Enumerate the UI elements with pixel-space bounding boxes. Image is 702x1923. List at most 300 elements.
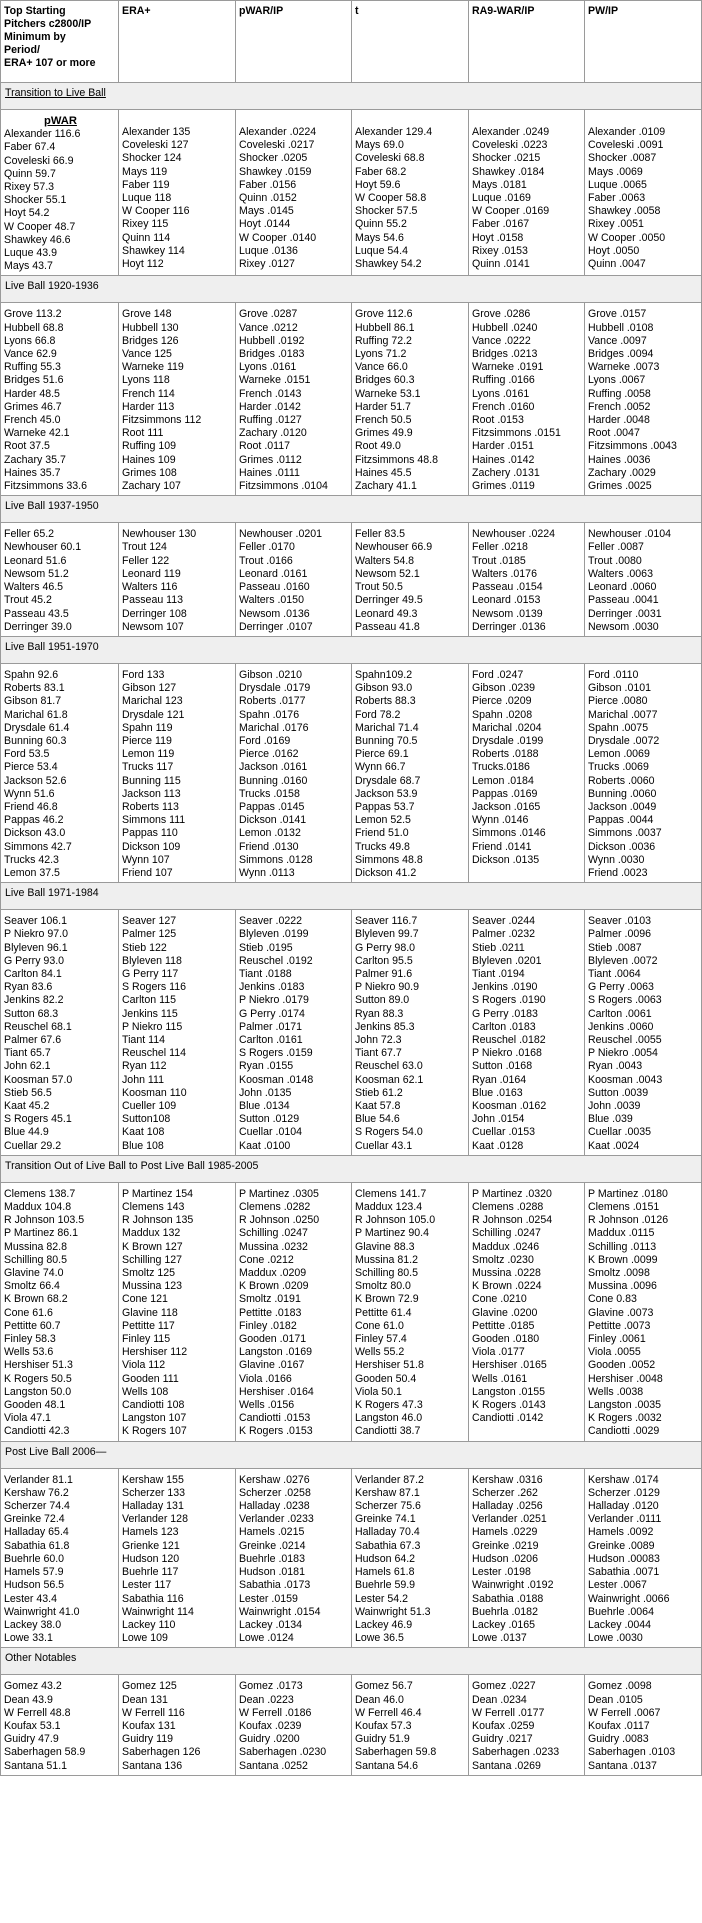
pw-per-ip-column-cell	[585, 1468, 702, 1648]
pitcher-stat-entry: Kershaw .0276	[239, 1473, 310, 1486]
pitcher-stat-entry: Rixey .0153	[472, 244, 528, 257]
pitcher-stat-entry: Schilling 127	[122, 1253, 183, 1266]
pitcher-stat-entry: Langston 46.0	[355, 1412, 423, 1425]
section-title-cell	[1, 496, 702, 523]
pitcher-stat-entry: Vance .0212	[239, 321, 298, 334]
pitcher-stat-entry: Quinn 55.2	[355, 218, 407, 231]
pitcher-stat-entry: Halladay 131	[122, 1500, 184, 1513]
pitcher-stat-entry: Harder .0142	[239, 400, 301, 413]
pitcher-stat-entry: Kaat 45.2	[4, 1100, 50, 1112]
pitcher-stat-entry: Schilling .0113	[588, 1240, 657, 1253]
pitcher-stat-entry: Rixey .0127	[239, 258, 295, 271]
pitcher-stat-entry: Fitzsimmons .0104	[239, 480, 328, 493]
header-line: pWAR/IP	[239, 5, 284, 17]
pitcher-stat-entry: Simmons .0128	[239, 853, 313, 866]
pitcher-stat-entry: S Rogers 116	[122, 981, 186, 994]
pitcher-stat-entry: Alexander .0224	[239, 126, 317, 138]
header-line: Minimum by	[4, 31, 66, 43]
pitcher-stat-entry: Grove 112.6	[355, 308, 413, 321]
pitcher-stat-entry: Seaver 106.1	[4, 915, 68, 928]
t-column-cell	[352, 1675, 469, 1775]
pitcher-stat-entry: Jackson .0049	[588, 800, 657, 813]
pitcher-stat-entry: Ruffing .0058	[588, 387, 651, 400]
pwar-column-cell	[1, 1675, 119, 1775]
pitcher-stat-entry: Carlton 84.1	[4, 967, 62, 980]
pitcher-stat-entry: P Martinez 154	[122, 1187, 194, 1200]
pitcher-stat-entry: Dickson .0036	[588, 840, 656, 853]
pitcher-stat-entry: Glavine .0167	[239, 1359, 305, 1372]
pitcher-stat-entry: Mussina .0232	[239, 1240, 308, 1253]
pitcher-stat-entry: Trucks 117	[122, 761, 174, 774]
pitcher-stat-entry: Reuschel 63.0	[355, 1060, 423, 1073]
pitcher-stat-entry: Stieb 122	[122, 941, 167, 954]
pitcher-stat-entry: John 72.3	[355, 1033, 402, 1046]
pitcher-stat-entry: Koosman 57.0	[4, 1073, 73, 1086]
pitcher-stat-entry: Pappas 53.7	[355, 800, 415, 813]
pitcher-stat-entry: Finley 115	[122, 1333, 171, 1346]
pitcher-stat-entry: Clemens 141.7	[355, 1187, 427, 1200]
pitcher-stat-entry: Maddux .0209	[239, 1267, 307, 1280]
pitcher-stat-entry: Pettitte 117	[122, 1319, 175, 1332]
pitcher-stat-entry: Trout .0185	[472, 554, 526, 567]
ra9-war-per-ip-column-cell	[469, 1675, 585, 1775]
pitcher-stat-entry: Fitzsimmons 33.6	[4, 480, 88, 493]
pitcher-stat-entry: Mussina 81.2	[355, 1253, 419, 1266]
pitcher-stat-entry: W Ferrell .0067	[588, 1706, 661, 1719]
pitcher-stat-entry: Palmer .0171	[239, 1020, 303, 1033]
pitcher-stat-entry: Dean .0234	[472, 1693, 527, 1706]
section-header-row	[1, 1441, 702, 1468]
era-plus-column-cell	[119, 523, 236, 637]
pitcher-stat-entry: G Perry .0063	[588, 981, 654, 994]
pitcher-stat-entry: Stieb .0087	[588, 941, 642, 954]
pitcher-stat-entry: Warneke 42.1	[4, 427, 70, 440]
pitcher-stat-entry: Viola .0055	[588, 1346, 641, 1359]
pitcher-stat-entry: Clemens .0151	[588, 1201, 660, 1214]
pitcher-stat-entry: Vance .0222	[472, 334, 531, 347]
pitcher-stat-entry: Haines .0111	[239, 466, 300, 479]
pitcher-stat-entry: Hershiser .0164	[239, 1385, 314, 1398]
pitcher-stat-entry: Derringer 39.0	[4, 620, 72, 633]
pitcher-stat-entry: Lackey .0134	[239, 1618, 303, 1631]
pitcher-stat-entry: Tiant 67.7	[355, 1047, 402, 1060]
pitcher-stat-entry: Smoltz 125	[122, 1267, 175, 1280]
pitcher-stat-entry: W Ferrell 48.8	[4, 1706, 71, 1719]
pitcher-stat-entry: S Rogers 45.1	[4, 1113, 72, 1126]
section-title: Live Ball 1951-1970	[5, 640, 99, 653]
pitcher-stat-entry: Saberhagen 58.9	[4, 1746, 86, 1759]
pitcher-stat-entry: G Perry .0174	[239, 1007, 305, 1020]
pitcher-stat-entry: Haines 35.7	[4, 466, 61, 479]
pitcher-stat-entry: Ruffing 55.3	[4, 361, 61, 374]
pitcher-stat-entry: Saberhagen 126	[122, 1746, 201, 1759]
pitcher-stat-entry: Schilling .0247	[239, 1227, 308, 1240]
column-header-ra9-war-per-ip-column	[469, 1, 585, 83]
pitcher-stat-entry: Blue .0163	[472, 1086, 523, 1099]
spacer	[239, 115, 351, 126]
pitcher-stat-entry: Wells 108	[122, 1385, 169, 1398]
section-data-row	[1, 303, 702, 496]
pitcher-stat-entry: Roberts 83.1	[4, 682, 65, 695]
pitcher-stat-entry: W Ferrell .0177	[472, 1706, 545, 1719]
pitcher-stat-entry: K Rogers .0143	[472, 1399, 546, 1412]
pitcher-stat-entry: Walters .0063	[588, 567, 653, 580]
pitcher-stat-entry: Friend .0023	[588, 866, 648, 879]
pitcher-stat-entry: Kershaw .0174	[588, 1473, 659, 1486]
pitcher-stat-entry: John .0154	[472, 1113, 525, 1126]
section-title: Other Notables	[5, 1652, 77, 1665]
pitcher-stat-entry: Alexander 129.4	[355, 126, 433, 138]
section-header-row	[1, 1155, 702, 1182]
pitcher-stat-entry: Derringer .0136	[472, 620, 546, 633]
pitcher-stat-entry: Passeau 41.8	[355, 620, 420, 633]
pitcher-stat-entry: Gomez .0227	[472, 1680, 536, 1693]
section-title-cell	[1, 276, 702, 303]
pitcher-stat-entry: Cueller 109	[122, 1100, 177, 1112]
pitcher-stat-entry: Ruffing .0166	[472, 374, 535, 387]
pitcher-stat-entry: Seaver 116.7	[355, 915, 418, 928]
pitcher-stat-entry: Dickson 41.2	[355, 866, 417, 879]
column-header-pwar-column	[1, 1, 119, 83]
pitcher-stat-entry: Cone .0212	[239, 1253, 294, 1266]
pitcher-stat-entry: Seaver 127	[122, 915, 177, 928]
table-body	[1, 1, 702, 1776]
section-title-cell	[1, 1155, 702, 1182]
pitcher-stat-entry: Candiotti .0142	[472, 1412, 544, 1425]
pitcher-stat-entry: Clemens 138.7	[4, 1187, 76, 1200]
pitcher-stat-entry: Derringer .0107	[239, 620, 313, 633]
pitcher-stat-entry: Trout 50.5	[355, 581, 403, 594]
pitcher-stat-entry: Shawkey .0159	[239, 165, 312, 178]
pitcher-stat-entry: Walters .0150	[239, 594, 304, 607]
pitcher-stat-entry: Mussina 123	[122, 1280, 183, 1293]
pw-per-ip-column-cell	[585, 110, 702, 276]
pitcher-stat-entry: John .0135	[239, 1086, 292, 1099]
pitcher-stat-entry: Dickson 43.0	[4, 827, 66, 840]
pitcher-stat-entry: Leonard 119	[122, 567, 181, 580]
pitcher-stat-entry: Scherzer .0129	[588, 1486, 660, 1499]
pitcher-stat-entry: Vance 125	[122, 348, 172, 361]
pitcher-stat-entry: Wainwright .0154	[239, 1605, 321, 1618]
pitcher-stat-entry: Faber 68.2	[355, 165, 407, 178]
pitcher-stat-entry: Blyleven .0072	[588, 954, 658, 967]
pitcher-stat-entry: Gomez 56.7	[355, 1680, 413, 1693]
pitcher-stat-entry: Sutton 68.3	[4, 1007, 59, 1020]
pitcher-stat-entry: Quinn .0047	[588, 258, 646, 271]
pitcher-stat-entry: Grienke 121	[122, 1539, 180, 1552]
pitcher-stat-entry: K Rogers 47.3	[355, 1399, 423, 1412]
pitcher-stat-entry: Sutton .0129	[239, 1113, 300, 1126]
pitcher-stat-entry: Derringer 108	[122, 607, 187, 620]
pitcher-stat-entry: S Rogers .0159	[239, 1047, 313, 1060]
pitcher-stat-entry: Grimes .0025	[588, 480, 652, 493]
pitcher-stat-entry: Candiotti 38.7	[355, 1425, 421, 1438]
pitcher-stat-entry: Walters 46.5	[4, 581, 64, 594]
pitcher-stat-entry: French .0143	[239, 387, 302, 400]
pitcher-stat-entry: Carlton .0061	[588, 1007, 652, 1020]
pitcher-stat-entry: Fitzsimmons .0043	[588, 440, 677, 453]
pitcher-stat-entry: John 62.1	[4, 1060, 51, 1073]
pitcher-stat-entry: Pappas .0169	[472, 787, 538, 800]
pitcher-stat-entry: Bunning .0160	[239, 774, 308, 787]
pitcher-stat-entry: Pettitte .0073	[588, 1319, 651, 1332]
pitcher-stat-entry: Rixey 57.3	[4, 181, 55, 194]
pitcher-stat-entry: Santana .0269	[472, 1759, 541, 1772]
pitcher-stat-entry: Vance 66.0	[355, 361, 408, 374]
pitcher-stat-entry: K Brown 68.2	[4, 1293, 68, 1306]
pitcher-stat-entry: Grove .0286	[472, 308, 531, 321]
pitcher-stat-entry: Coveleski .0091	[588, 139, 664, 152]
pitcher-stat-entry: Tiant .0188	[239, 967, 292, 980]
pitcher-stat-entry: Trucks .0069	[588, 761, 649, 774]
pw-per-ip-column-cell	[585, 663, 702, 882]
pitcher-stat-entry: Friend 46.8	[4, 800, 58, 813]
pitcher-stat-entry: W Ferrell 116	[122, 1706, 185, 1719]
section-header-row	[1, 1648, 702, 1675]
pitcher-stat-entry: K Brown .0224	[472, 1280, 542, 1293]
pitcher-stat-entry: Gibson .0101	[588, 682, 652, 695]
pitcher-stat-entry: Walters .0176	[472, 567, 537, 580]
pitcher-stat-entry: Coveleski 66.9	[4, 154, 74, 167]
pitcher-stat-entry: Cuellar .0035	[588, 1126, 652, 1139]
pitcher-stat-entry: Cuellar .0153	[472, 1126, 536, 1139]
pitcher-stat-entry: Candiotti .0153	[239, 1412, 311, 1425]
pitcher-stat-entry: Trucks 49.8	[355, 840, 410, 853]
pitcher-stat-entry: Viola .0177	[472, 1346, 525, 1359]
pitcher-stat-entry: Vance 62.9	[4, 348, 57, 361]
pitcher-stat-entry: P Niekro .0054	[588, 1047, 658, 1060]
pitcher-stat-entry: Roberts .0177	[239, 695, 306, 708]
pitcher-stat-entry: Seaver .0103	[588, 915, 652, 928]
pitcher-stat-entry: Spahn109.2	[355, 668, 413, 681]
pitcher-stat-entry: Glavine .0073	[588, 1306, 654, 1319]
pw-per-ip-column-cell	[585, 910, 702, 1156]
pitcher-stat-entry: Sabathia .0188	[472, 1592, 544, 1605]
pitcher-stat-entry: French 50.5	[355, 414, 412, 427]
pitcher-stat-entry: W Cooper .0050	[588, 231, 666, 244]
pitcher-stat-entry: Lowe 109	[122, 1632, 168, 1645]
era-plus-column-cell	[119, 110, 236, 276]
pitcher-stat-entry: Harder 51.7	[355, 400, 411, 413]
pitcher-stat-entry: Viola 50.1	[355, 1385, 402, 1398]
pitcher-stat-entry: Cone 61.6	[4, 1306, 53, 1319]
pitcher-stat-entry: Carlton 95.5	[355, 954, 413, 967]
pitcher-stat-entry: Luque .0169	[472, 192, 531, 205]
pitcher-stat-entry: Haines .0142	[472, 453, 535, 466]
pitcher-stat-entry: Schilling .0247	[472, 1227, 541, 1240]
pitcher-stat-entry: Harder 113	[122, 400, 175, 413]
pitcher-stat-entry: Drysdale .0199	[472, 734, 544, 747]
pitcher-stat-entry: Feller .0218	[472, 541, 528, 554]
header-line: RA9-WAR/IP	[472, 5, 535, 17]
pitcher-stat-entry: Smoltz 66.4	[4, 1280, 60, 1293]
pitcher-stat-entry: W Cooper .0169	[472, 205, 550, 218]
pitcher-stat-entry: Spahn 92.6	[4, 668, 59, 681]
era-plus-column-cell	[119, 303, 236, 496]
pitcher-stat-entry: P Niekro 115	[122, 1020, 183, 1033]
pitcher-stat-entry: Schilling 80.5	[355, 1267, 419, 1280]
pitcher-stat-entry: Lemon .0184	[472, 774, 534, 787]
pitcher-stat-entry: Hoyt .0158	[472, 231, 524, 244]
pitcher-stat-entry: Faber 119	[122, 178, 170, 191]
pitcher-stat-entry: Root .0117	[239, 440, 291, 453]
pitcher-stat-entry: Gooden 48.1	[4, 1399, 66, 1412]
pitcher-stat-entry: Wainwright 51.3	[355, 1605, 431, 1618]
pitcher-stat-entry: Haines .0036	[588, 453, 651, 466]
pitcher-stat-entry: Warneke 119	[122, 361, 184, 374]
pitcher-stat-entry: Lyons 66.8	[4, 334, 56, 347]
pitcher-stat-entry: Simmons .0146	[472, 827, 546, 840]
pitcher-stat-entry: Root 37.5	[4, 440, 50, 453]
pitcher-stat-entry: Trucks 42.3	[4, 853, 59, 866]
pitcher-stat-entry: Jackson .0165	[472, 800, 541, 813]
pitcher-stat-entry: Kaat .0100	[239, 1139, 291, 1152]
pitcher-stat-entry: Pappas 110	[122, 827, 178, 840]
pitcher-stat-entry: Kaat .0024	[588, 1139, 640, 1152]
pitcher-stat-entry: Mays .0069	[588, 165, 643, 178]
pwar-per-ip-column-cell	[236, 303, 352, 496]
era-plus-column-cell	[119, 1468, 236, 1648]
header-line: Pitchers c2800/IP	[4, 18, 92, 30]
pitcher-stat-entry: Grove .0157	[588, 308, 647, 321]
pitcher-stat-entry: Mussina .0096	[588, 1280, 657, 1293]
pitcher-stat-entry: Mays 54.6	[355, 231, 404, 244]
pitcher-stat-entry: Marichal .0077	[588, 708, 658, 721]
pitcher-stat-entry: Lowe 33.1	[4, 1632, 53, 1645]
pitcher-stat-entry: Mays 43.7	[4, 260, 53, 273]
pitcher-stat-entry: Jackson 52.6	[4, 774, 67, 787]
pitcher-stat-entry: Bridges 126	[122, 334, 179, 347]
pitcher-stat-entry: Bunning 115	[122, 774, 181, 787]
pitcher-stat-entry: Zachary 107	[122, 480, 181, 493]
pitcher-stat-entry: Glavine 118	[122, 1306, 178, 1319]
pitcher-stat-entry: Drysdale 61.4	[4, 721, 70, 734]
era-plus-column-cell	[119, 663, 236, 882]
pitcher-stat-entry: W Cooper 116	[122, 205, 190, 218]
pitcher-stat-entry: Halladay .0256	[472, 1500, 543, 1513]
pitcher-stat-entry: Wynn 66.7	[355, 761, 406, 774]
pitcher-stat-entry: Clemens .0288	[472, 1201, 544, 1214]
pitcher-stat-entry: Saberhagen 59.8	[355, 1746, 437, 1759]
pitcher-stat-entry: Faber .0167	[472, 218, 530, 231]
pitcher-stat-entry: Wainwright .0192	[472, 1579, 554, 1592]
pitcher-stat-entry: Shawkey .0184	[472, 165, 545, 178]
pitcher-stat-entry: S Rogers .0190	[472, 994, 546, 1007]
pitcher-stat-entry: P Niekro 97.0	[4, 928, 68, 941]
pitcher-stat-entry: Haines 45.5	[355, 466, 412, 479]
pitcher-stat-entry: Wynn 51.6	[4, 787, 55, 800]
section-data-row	[1, 663, 702, 882]
ra9-war-per-ip-column-cell	[469, 1182, 585, 1441]
pitcher-stat-entry: John .0039	[588, 1100, 641, 1112]
pitcher-stat-entry: Roberts .0060	[588, 774, 655, 787]
pitcher-stat-entry: Palmer .0096	[588, 928, 652, 941]
spacer	[355, 115, 468, 126]
pitcher-stat-entry: Hudson 120	[122, 1552, 180, 1565]
pwar-per-ip-column-cell	[236, 663, 352, 882]
pitcher-stat-entry: Koufax .0239	[239, 1719, 302, 1732]
pitcher-stat-entry: Carlton .0183	[472, 1020, 536, 1033]
pitcher-stat-entry: Friend 51.0	[355, 827, 409, 840]
pitcher-stat-entry: Lemon 119	[122, 748, 175, 761]
pitcher-stat-entry: Jenkins 85.3	[355, 1020, 415, 1033]
ra9-war-per-ip-column-cell	[469, 1468, 585, 1648]
pitcher-stat-entry: Spahn 119	[122, 721, 173, 734]
pitcher-stat-entry: Hoyt 54.2	[4, 207, 50, 220]
pitcher-stat-entry: Grimes 49.9	[355, 427, 413, 440]
pitcher-stat-entry: Shawkey 54.2	[355, 258, 422, 271]
pitcher-stat-entry: Lackey 110	[122, 1618, 176, 1631]
section-header-row	[1, 276, 702, 303]
pitcher-stat-entry: Blyleven 96.1	[4, 941, 68, 954]
pitcher-stat-entry: Hudson .0181	[239, 1566, 305, 1579]
pitcher-stat-entry: K Rogers 107	[122, 1425, 187, 1438]
pitcher-stat-entry: Newhouser .0104	[588, 528, 672, 541]
pitcher-stat-entry: Quinn .0152	[239, 192, 297, 205]
pitcher-stat-entry: Hubbell .0192	[239, 334, 305, 347]
pitcher-stat-entry: Hamels 61.8	[355, 1566, 415, 1579]
pitcher-stat-entry: Lackey .0165	[472, 1618, 536, 1631]
section-title: Transition to Live Ball	[5, 87, 106, 99]
pitcher-stat-entry: Lyons 71.2	[355, 348, 407, 361]
pitcher-stat-entry: Ford 78.2	[355, 708, 401, 721]
pitcher-stat-entry: Mays .0145	[239, 205, 294, 218]
pitcher-stat-entry: Gooden .0180	[472, 1333, 540, 1346]
pitcher-stat-entry: Grove .0287	[239, 308, 298, 321]
pitcher-stat-entry: Sabathia 116	[122, 1592, 184, 1605]
pitcher-stat-entry: R Johnson .0126	[588, 1214, 669, 1227]
pitcher-stat-entry: Santana .0252	[239, 1759, 308, 1772]
pitcher-stat-entry: Pierce 119	[122, 734, 172, 747]
pitcher-stat-entry: Gibson .0239	[472, 682, 536, 695]
pitcher-stat-entry: Carlton .0161	[239, 1033, 303, 1046]
pitcher-stat-entry: Ruffing 72.2	[355, 334, 412, 347]
pitcher-stat-entry: Stieb .0211	[472, 941, 525, 954]
pitcher-stat-entry: Dean .0223	[239, 1693, 294, 1706]
pitcher-stat-entry: Ryan 112	[122, 1060, 167, 1073]
pitcher-stat-entry: Luque .0065	[588, 178, 647, 191]
pitcher-stat-entry: Cone 121	[122, 1293, 168, 1306]
pitcher-stat-entry: Maddux 123.4	[355, 1201, 423, 1214]
pitcher-stat-entry: Gooden .0171	[239, 1333, 307, 1346]
pitcher-stat-entry: Blue 44.9	[4, 1126, 49, 1139]
t-column-cell	[352, 303, 469, 496]
pitcher-stat-entry: Warneke .0151	[239, 374, 311, 387]
pitcher-stat-entry: Sabathia 61.8	[4, 1539, 70, 1552]
pitcher-stat-entry: Fitzsimmons .0151	[472, 427, 561, 440]
pitcher-stat-entry: Luque .0136	[239, 244, 298, 257]
pitcher-stat-entry: Ruffing 109	[122, 440, 176, 453]
pitcher-stat-entry: Ford 53.5	[4, 748, 50, 761]
pitcher-stat-entry: Scherzer 133	[122, 1486, 186, 1499]
pitcher-stat-entry: Dean 131	[122, 1693, 168, 1706]
pitcher-stat-entry: P Niekro .0179	[239, 994, 309, 1007]
pitcher-stat-entry: Sabathia .0071	[588, 1566, 660, 1579]
pitcher-stat-entry: Greinke 72.4	[4, 1513, 65, 1526]
pitcher-stat-entry: Alexander .0249	[472, 126, 550, 138]
pitcher-stat-entry: Gomez 125	[122, 1680, 177, 1693]
pitcher-stat-entry: R Johnson 105.0	[355, 1214, 436, 1227]
pitcher-stat-entry: Verlander 87.2	[355, 1473, 424, 1486]
pitcher-stat-entry: Sutton108	[122, 1113, 171, 1126]
pitcher-stat-entry: Alexander 135	[122, 126, 191, 138]
pitcher-stat-entry: Rixey .0051	[588, 218, 644, 231]
pitcher-stat-entry: Zachary 41.1	[355, 480, 417, 493]
pitcher-stat-entry: Koufax 131	[122, 1719, 176, 1732]
pitcher-stat-entry: Newsom 107	[122, 620, 184, 633]
pitcher-stat-entry: Pierce .0080	[588, 695, 648, 708]
pitcher-stat-entry: Fitzsimmons 48.8	[355, 453, 439, 466]
